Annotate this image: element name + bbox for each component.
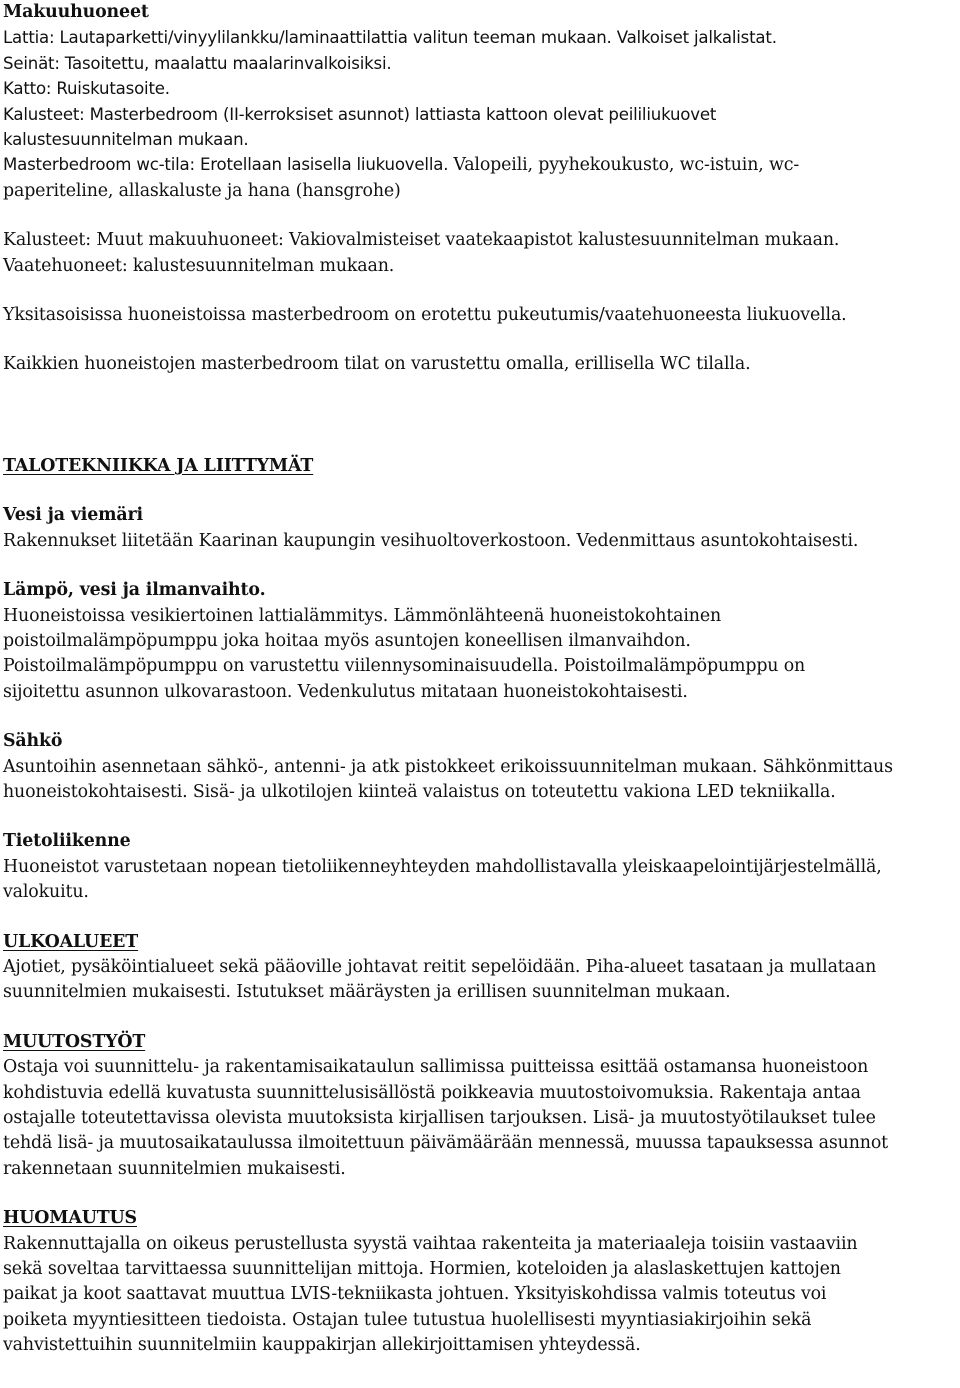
spacer [3, 479, 958, 503]
text-line: paikat ja koot saattavat muuttua LVIS-tekniikasta johtuen. Yksityiskohdissa valmis toteutus voi [3, 1284, 827, 1305]
spacer [3, 805, 958, 829]
text-line: kalustesuunnitelman mukaan. [3, 130, 249, 150]
text-line: paperiteline, allaskaluste ja hana (hansgrohe) [3, 180, 401, 201]
spacer [3, 1182, 958, 1206]
document-page [3, 0, 958, 1359]
text-line: huoneistokohtaisesti. Sisä- ja ulkotilojen kiinteä valaistus on toteutettu vakiona LED tekniikalla. [3, 781, 836, 802]
text-line: Ostaja voi suunnittelu- ja rakentamisaikataulun sallimissa puitteissa esittää ostamansa huoneistoon [3, 1057, 869, 1078]
text-fragment: Valopeili, pyyhekoukusto, wc-istuin, wc- [453, 155, 800, 176]
ulkoalueet-heading: ULKOALUEET [3, 931, 139, 952]
spacer [3, 705, 958, 729]
talotekniikka-heading: TALOTEKNIIKKA JA LIITTYMÄT [3, 455, 314, 476]
tietoliikenne-paragraph [3, 855, 958, 906]
text-line: Huoneistoissa vesikiertoinen lattialämmitys. Lämmönlähteenä huoneistokohtainen [3, 605, 722, 626]
text-line: rakennetaan suunnitelmien mukaisesti. [3, 1158, 346, 1179]
tietoliikenne-heading: Tietoliikenne [3, 831, 131, 852]
text-line: Ajotiet, pysäköintialueet sekä pääoville johtavat reitit sepelöidään. Piha-alueet tasataan ja mullataan [3, 956, 877, 977]
makuuhuoneet-heading: Makuuhuoneet [3, 2, 149, 22]
text-line: suunnitelmien mukaisesti. Istutukset määräysten ja erillisen suunnitelman mukaan. [3, 982, 731, 1003]
text-fragment: Masterbedroom wc-tila: Erotellaan lasisella liukuovella. [3, 155, 449, 175]
kaikkien-paragraph: Kaikkien huoneistojen masterbedroom tilat on varustettu omalla, erillisella WC tilalla. [3, 354, 751, 375]
text-line: Huoneistot varustetaan nopean tietoliikenneyhteyden mahdollistavalla yleiskaapelointijärjestelmällä, [3, 856, 882, 877]
vesi-heading: Vesi ja viemäri [3, 505, 143, 526]
spacer [3, 279, 958, 303]
text-line: ostajalle toteutettavissa olevista muutoksista kirjallisen tarjouksen. Lisä- ja muutostyötilaukset tulee [3, 1108, 876, 1128]
text-line: sijoitettu asunnon ulkovarastoon. Vedenkulutus mitataan huoneistokohtaisesti. [3, 681, 688, 702]
text-line: Asuntoihin asennetaan sähkö-, antenni- ja atk pistokkeet erikoissuunnitelman mukaan. Sähkönmittaus [3, 756, 893, 777]
muutostyot-paragraph [3, 1055, 958, 1182]
text-line: Rakennuttajalla on oikeus perustellusta syystä vaihtaa rakenteita ja materiaaleja toisiin vastaaviin [3, 1233, 858, 1254]
text-line: Kalusteet: Muut makuuhuoneet: Vakiovalmisteiset vaatekaapistot kalustesuunnitelman mukaan. [3, 230, 840, 251]
text-line: tehdä lisä- ja muutosaikataulussa ilmoitettuun päivämäärään mennessä, muussa tapauksessa asunnot [3, 1133, 888, 1154]
spacer [3, 906, 958, 930]
lampo-heading: Lämpö, vesi ja ilmanvaihto. [3, 580, 266, 601]
sahko-paragraph [3, 755, 958, 806]
text-line: Lattia: Lautaparketti/vinyylilankku/laminaattilattia valitun teeman mukaan. Valkoiset jalkalistat. [3, 28, 777, 48]
text-line: kohdistuvia edellä kuvatusta suunnittelusisällöstä poikkeavia muutostoivomuksia. Rakentaja antaa [3, 1082, 861, 1103]
huomautus-paragraph [3, 1232, 958, 1359]
text-line: Katto: Ruiskutasoite. [3, 79, 170, 99]
text-line: Poistoilmalämpöpumppu on varustettu viilennysominaisuudella. Poistoilmalämpöpumppu on [3, 656, 806, 677]
text-line: sekä soveltaa tarvittaessa suunnittelijan mittoja. Hormien, koteloiden ja alaslaskettujen kattojen [3, 1259, 841, 1280]
text-line: valokuitu. [3, 882, 89, 903]
huomautus-heading: HUOMAUTUS [3, 1208, 137, 1229]
text-line: vahvistettuihin suunnitelmiin kauppakirjan allekirjoittamisen yhteydessä. [3, 1335, 641, 1356]
text-line: Seinät: Tasoitettu, maalattu maalarinvalkoisiksi. [3, 53, 392, 73]
muutostyot-heading: MUUTOSTYÖT [3, 1031, 146, 1052]
text-line: Vaatehuoneet: kalustesuunnitelman mukaan. [3, 255, 395, 276]
lampo-paragraph [3, 604, 958, 706]
text-line: Kalusteet: Masterbedroom (II-kerroksiset asunnot) lattiasta kattoon olevat peililiukuovet [3, 104, 717, 124]
mixed-font-line [3, 152, 958, 178]
spacer [3, 1006, 958, 1030]
text-line: poistoilmalämpöpumppu joka hoitaa myös asuntojen koneellisen ilmanvaihdon. [3, 630, 691, 651]
text-line: poiketa myyntiesitteen tiedoista. Ostajan tulee tutustua huolellisesti myyntiasiakirjoihin sekä [3, 1309, 812, 1330]
spacer [3, 378, 958, 454]
makuuhuoneet-sans-lines [3, 25, 958, 178]
spacer [3, 554, 958, 578]
kalusteet-paragraph [3, 228, 958, 279]
spacer [3, 328, 958, 352]
yksitasoisissa-paragraph: Yksitasoisissa huoneistoissa masterbedroom on erotettu pukeutumis/vaatehuoneesta liukuovella. [3, 305, 847, 326]
spacer [3, 204, 958, 228]
ulkoalueet-paragraph [3, 955, 958, 1006]
sahko-heading: Sähkö [3, 731, 63, 752]
text-line: Rakennukset liitetään Kaarinan kaupungin vesihuoltoverkostoon. Vedenmittaus asuntokohtaisesti. [3, 530, 859, 551]
